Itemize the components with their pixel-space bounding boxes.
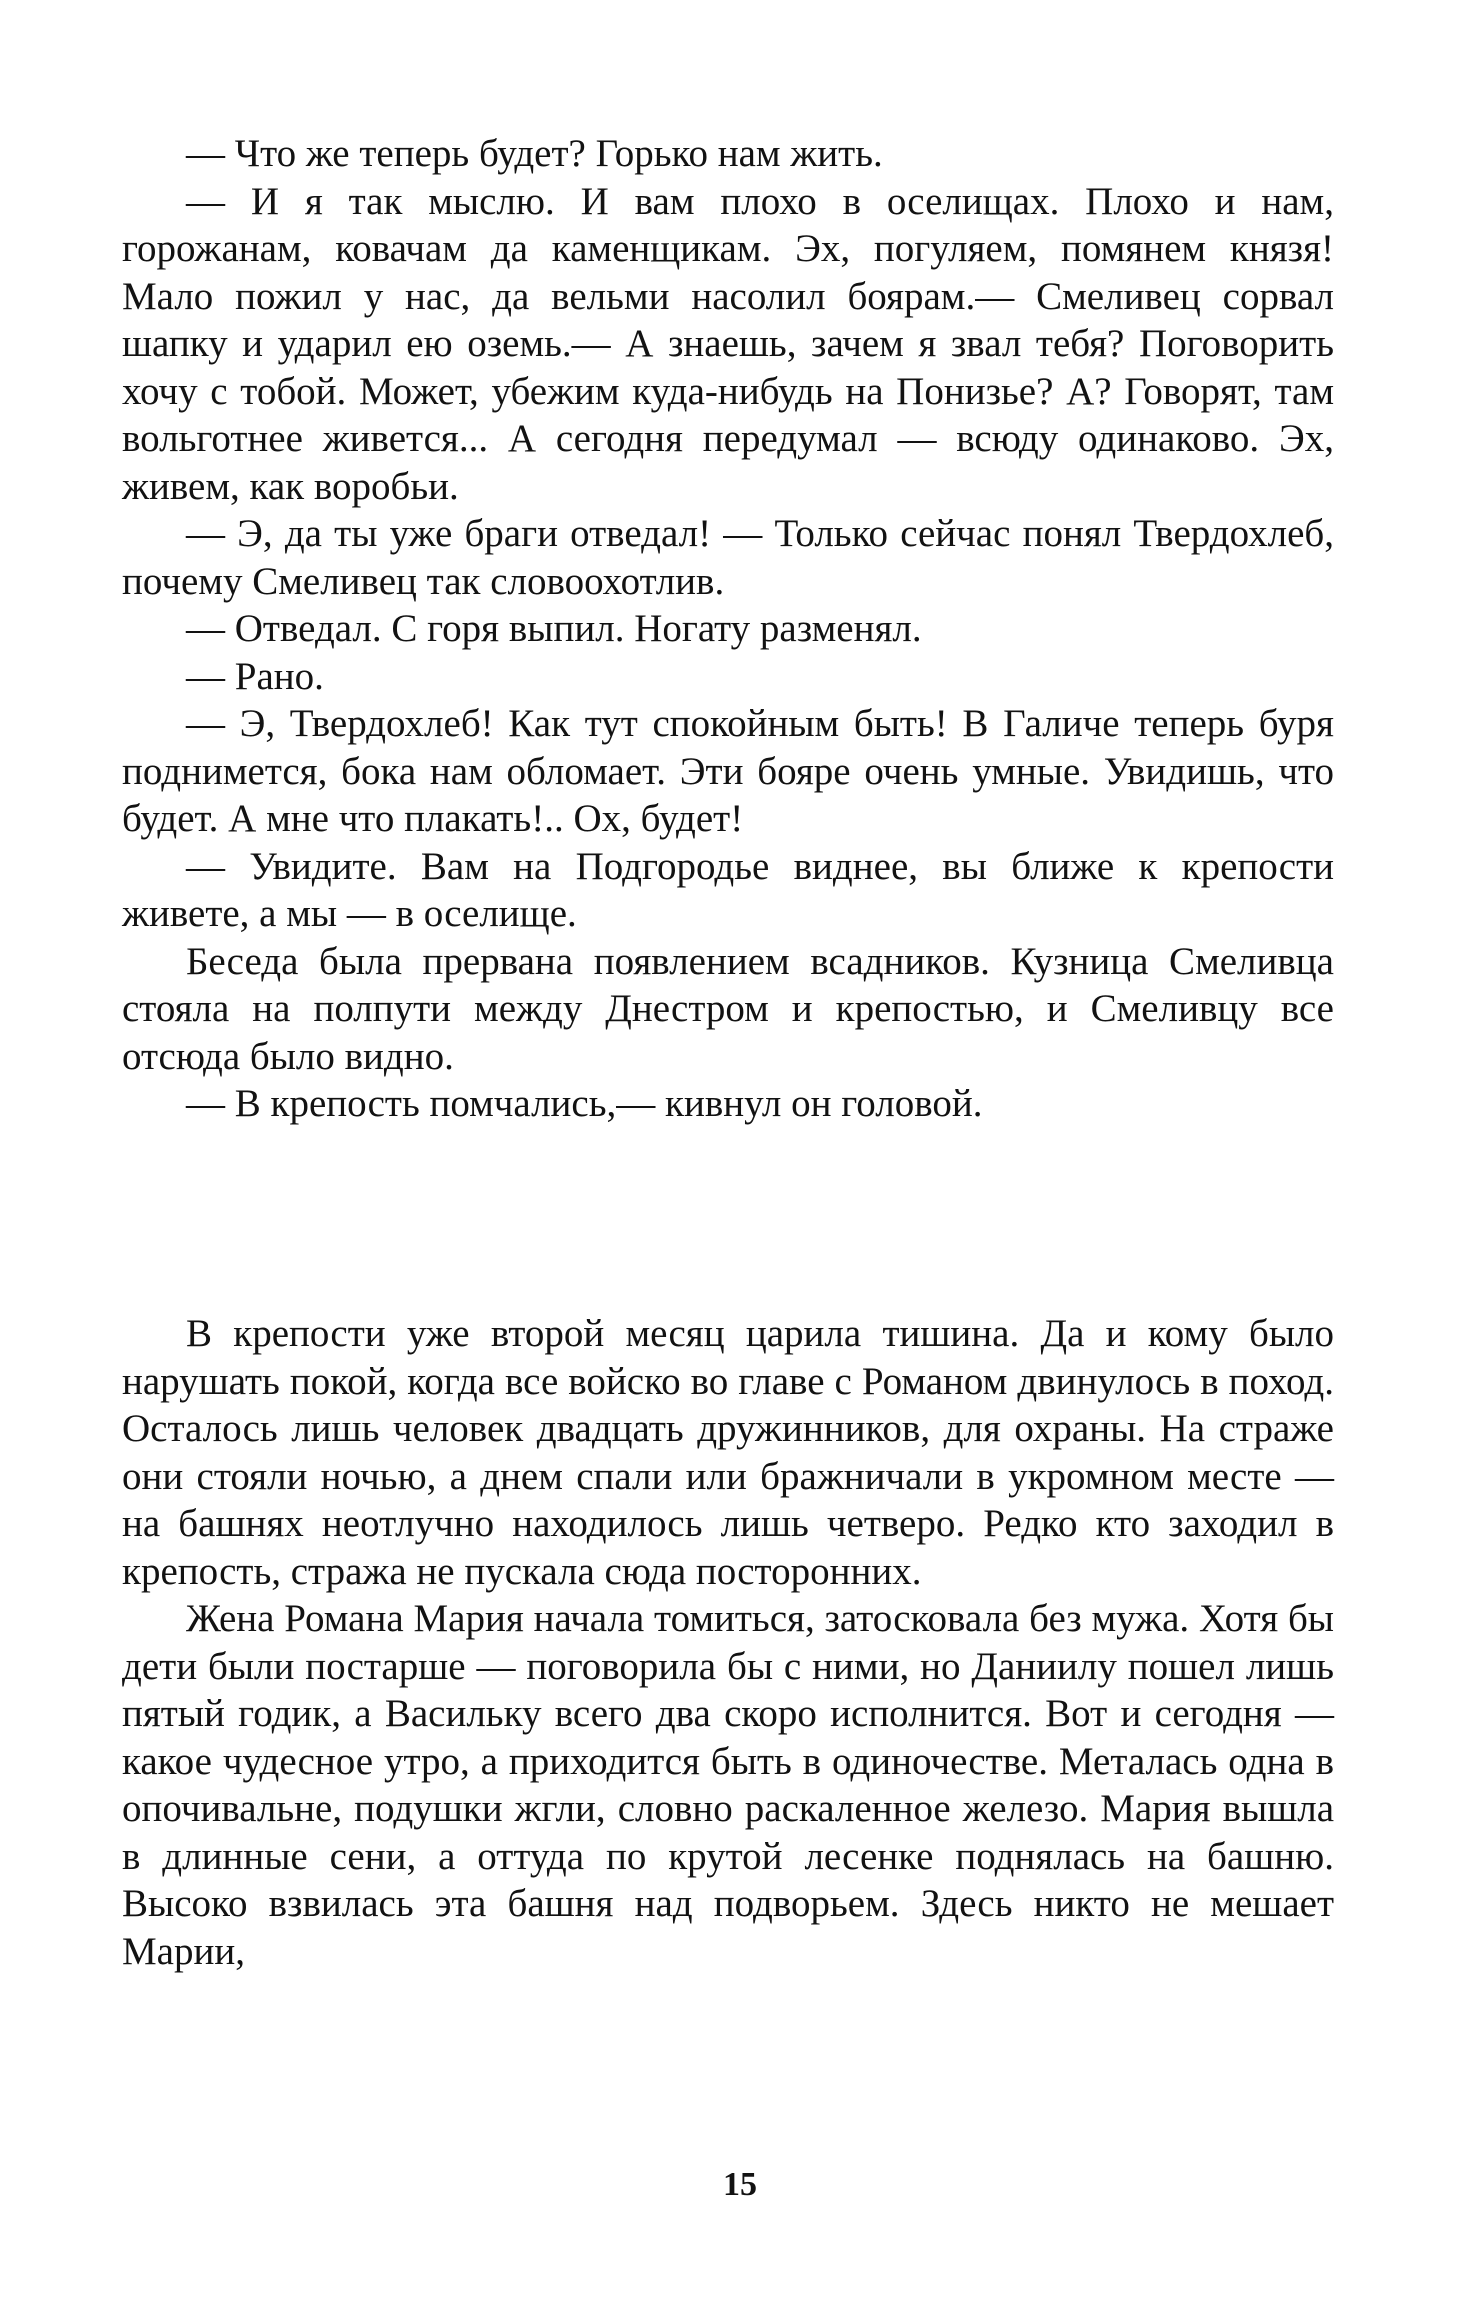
paragraph: — И я так мыслю. И вам плохо в оселищах. Плохо и нам, горожанам, ковачам да каменщикам. Эх, погуляем, помянем князя! Мало пожил у нас, да вельми насолил боярам.— Смеливец сорвал шапку и ударил ею оземь.— А знаешь, зачем я звал тебя? Поговорить хочу с тобой. Может, убежим куда-нибудь на Понизье? А? Говорят, там вольготнее живется... А сегодня передумал — всюду одинаково. Эх, живем, как воробьи.	[122, 179, 1334, 508]
text-section-narrative	[122, 1310, 1334, 1975]
paragraph: — Увидите. Вам на Подгородье виднее, вы ближе к крепости живете, а мы — в оселище.	[122, 844, 1334, 935]
paragraph: — В крепость помчались,— кивнул он головой.	[186, 1082, 983, 1125]
paragraph: — Э, да ты уже браги отведал! — Только сейчас понял Твердохлеб, почему Смеливец так словоохотлив.	[122, 512, 1334, 603]
page-number: 15	[723, 2166, 757, 2203]
paragraph: — Э, Твердохлеб! Как тут спокойным быть! В Галиче теперь буря поднимется, бока нам обломает. Эти бояре очень умные. Увидишь, что будет. А мне что плакать!.. Ох, будет!	[122, 702, 1334, 840]
text-section-dialogue	[122, 130, 1334, 1128]
paragraph: Беседа была прервана появлением всадников. Кузница Смеливца стояла на полпути между Днестром и крепостью, и Смеливцу все отсюда было видно.	[122, 939, 1334, 1078]
paragraph: — Что же теперь будет? Горько нам жить.	[186, 132, 883, 175]
paragraph: В крепости уже второй месяц царила тишина. Да и кому было нарушать покой, когда все войско во главе с Романом двинулось в поход. Осталось лишь человек двадцать дружинников, для охраны. На страже они стояли ночью, а днем спали или бражничали в укромном месте — на башнях неотлучно находилось лишь четверо. Редко кто заходил в крепость, стража не пускала сюда посторонних.	[122, 1312, 1334, 1593]
paragraph: Жена Романа Мария начала томиться, затосковала без мужа. Хотя бы дети были постарше — поговорила бы с ними, но Даниилу пошел лишь пятый годик, а Васильку всего два скоро исполнится. Вот и сегодня — какое чудесное утро, а приходится быть в одиночестве. Металась одна в опочивальне, подушки жгли, словно раскаленное железо. Мария вышла в длинные сени, а оттуда по крутой лесенке поднялась на башню. Высоко взвилась эта башня над подворьем. Здесь никто не мешает Марии,	[122, 1597, 1334, 1973]
paragraph: — Рано.	[186, 654, 324, 698]
paragraph: — Отведал. С горя выпил. Ногату разменял.	[186, 607, 922, 650]
